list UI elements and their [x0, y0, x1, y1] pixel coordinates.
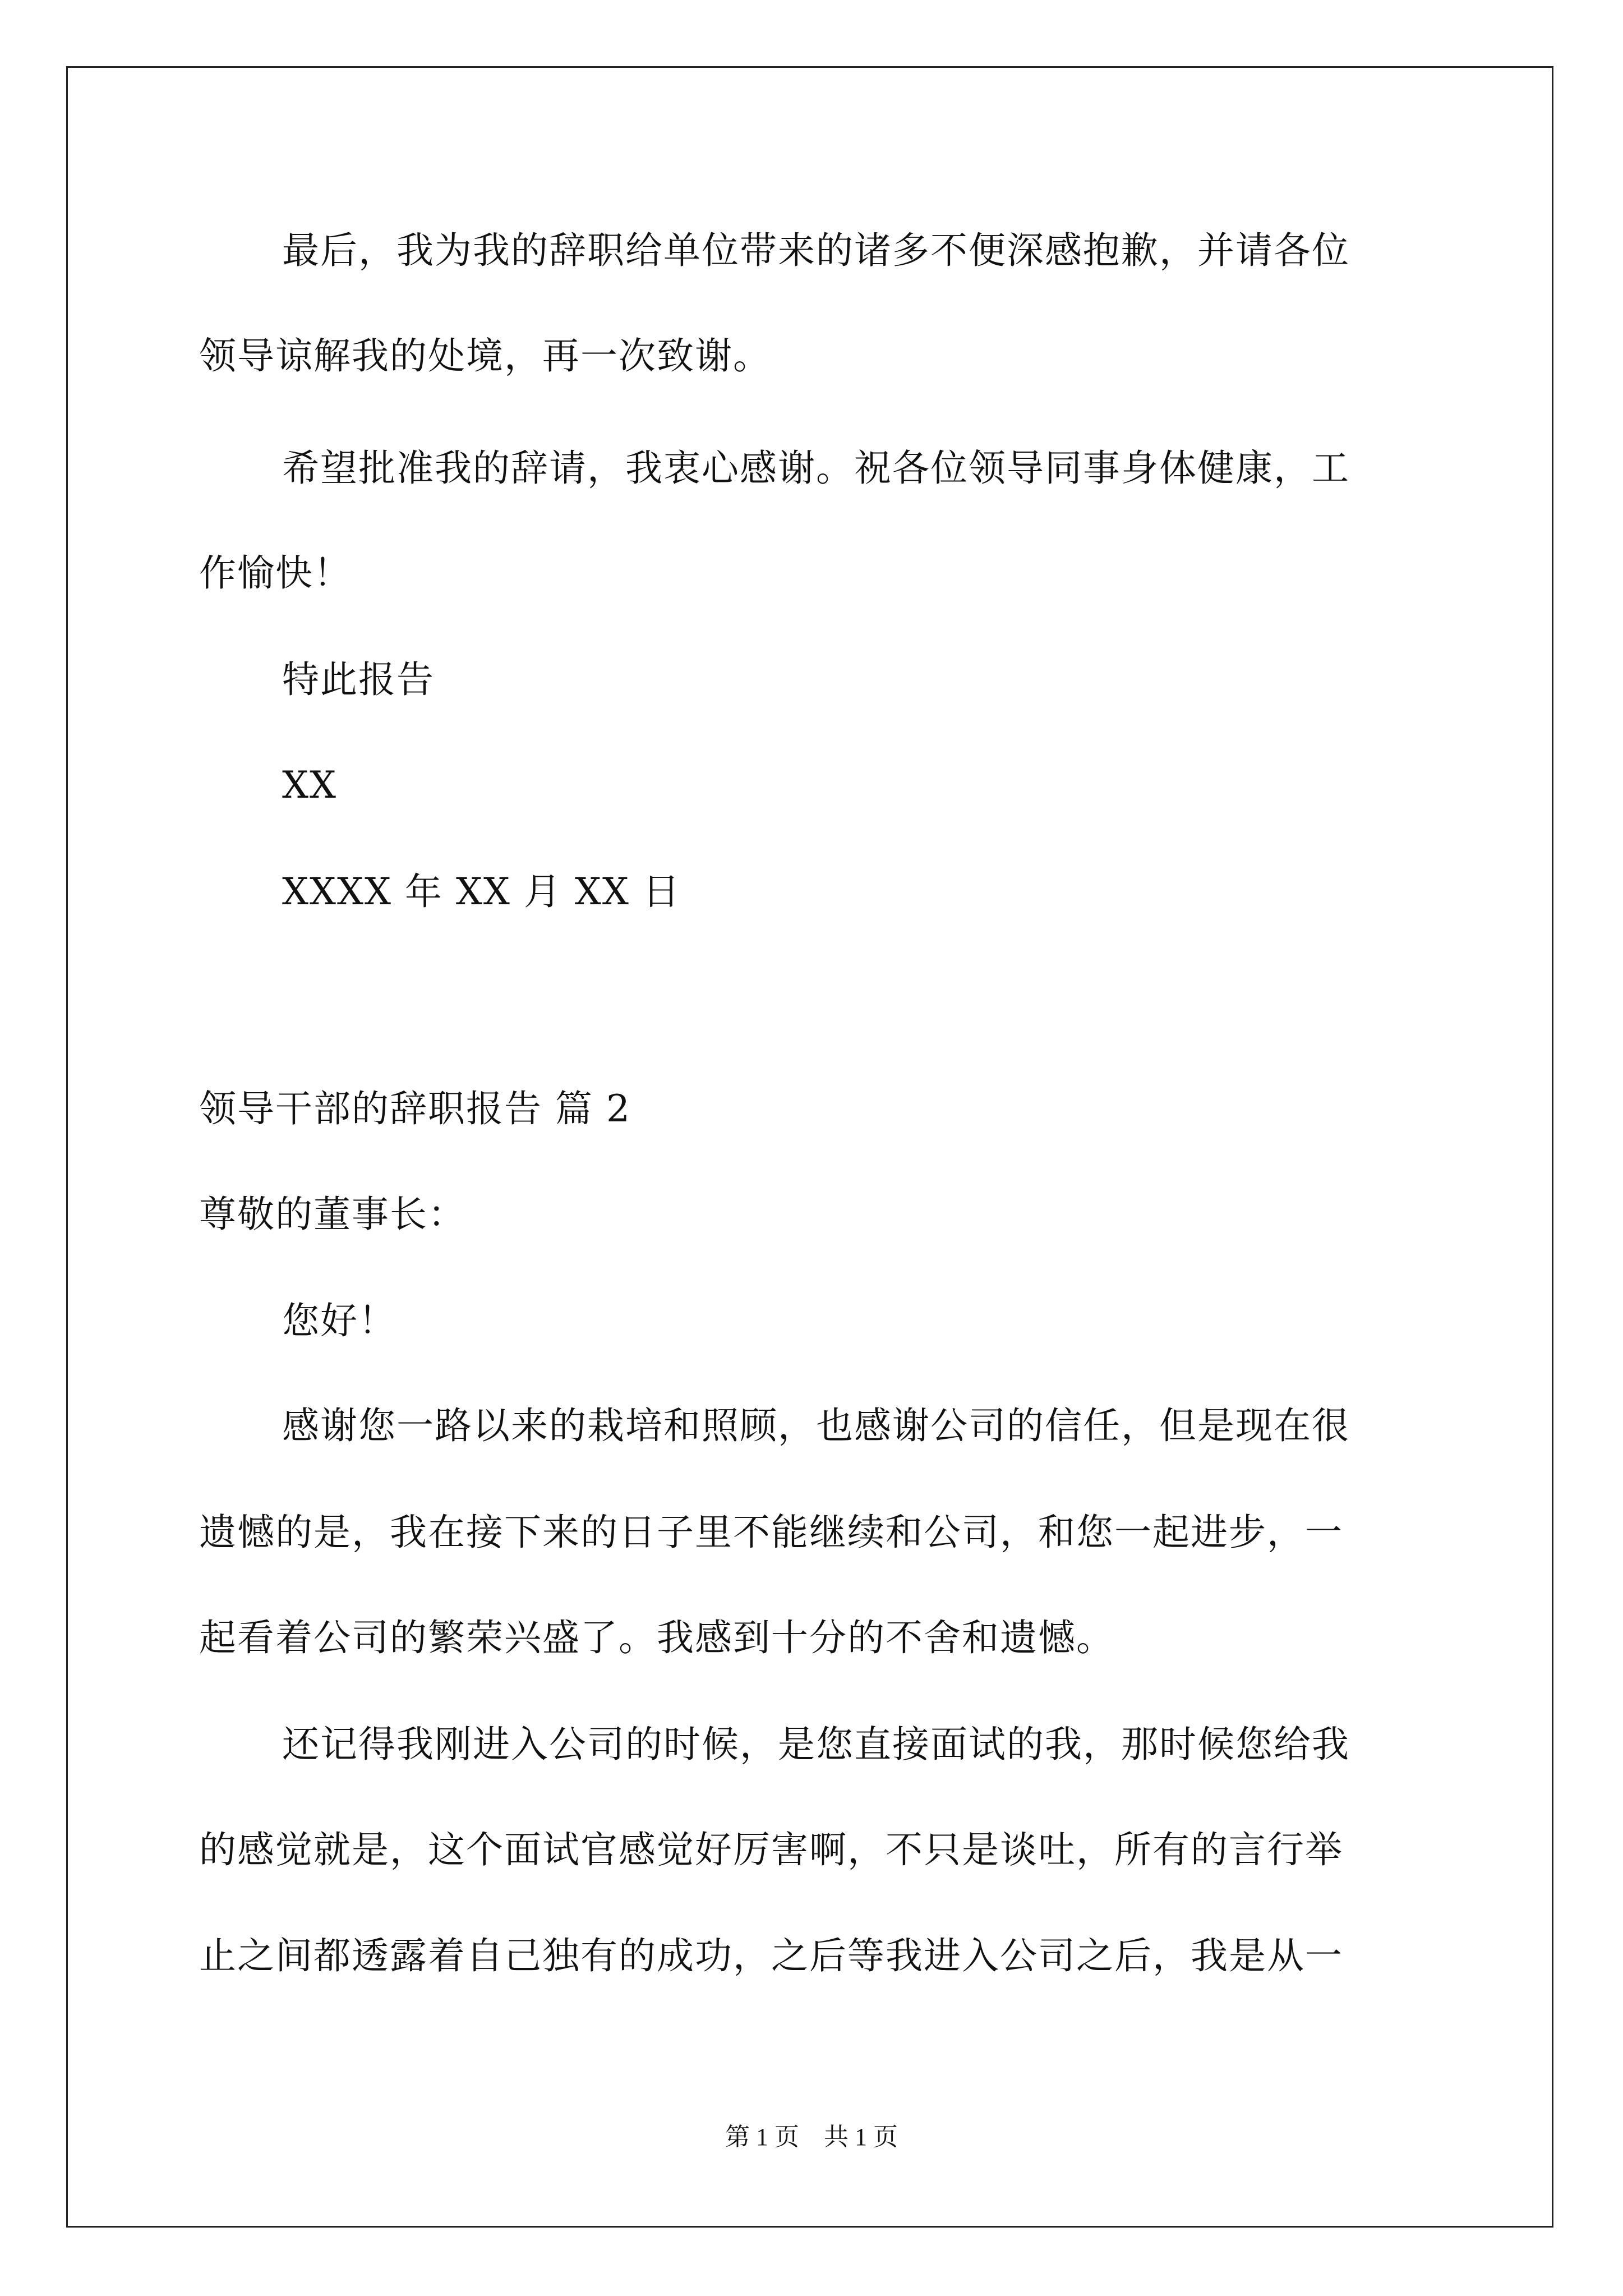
text-line: 感谢您一路以来的栽培和照顾，也感谢公司的信任，但是现在很: [282, 1404, 1350, 1447]
text-line: 最后，我为我的辞职给单位带来的诸多不便深感抱歉，并请各位: [282, 229, 1350, 272]
closing-text: 特此报告: [282, 658, 435, 701]
text-line: 领导谅解我的处境，再一次致谢。: [199, 334, 771, 378]
page-border: [66, 66, 1553, 2228]
text-line: 止之间都透露着自己独有的成功，之后等我进入公司之后，我是从一: [199, 1934, 1343, 1977]
text-line: 还记得我刚进入公司的时候，是您直接面试的我，那时候您给我: [282, 1723, 1350, 1766]
text-line: 作愉快！: [199, 551, 352, 595]
text-line: 遗憾的是，我在接下来的日子里不能继续和公司，和您一起进步，一: [199, 1511, 1343, 1554]
greeting: 您好！: [282, 1299, 396, 1342]
salutation: 尊敬的董事长：: [199, 1193, 466, 1236]
signature-name: XX: [282, 763, 337, 807]
page-number-footer: 第 1 页 共 1 页: [725, 2123, 898, 2151]
text-line: 希望批准我的辞请，我衷心感谢。祝各位领导同事身体健康，工: [282, 447, 1350, 490]
text-line: 的感觉就是，这个面试官感觉好厉害啊，不只是谈吐，所有的言行举: [199, 1828, 1343, 1871]
text-line: 起看着公司的繁荣兴盛了。我感到十分的不舍和遗憾。: [199, 1616, 1114, 1659]
section-heading: 领导干部的辞职报告 篇 2: [199, 1087, 631, 1130]
signature-date: XXXX 年 XX 月 XX 日: [282, 870, 681, 913]
